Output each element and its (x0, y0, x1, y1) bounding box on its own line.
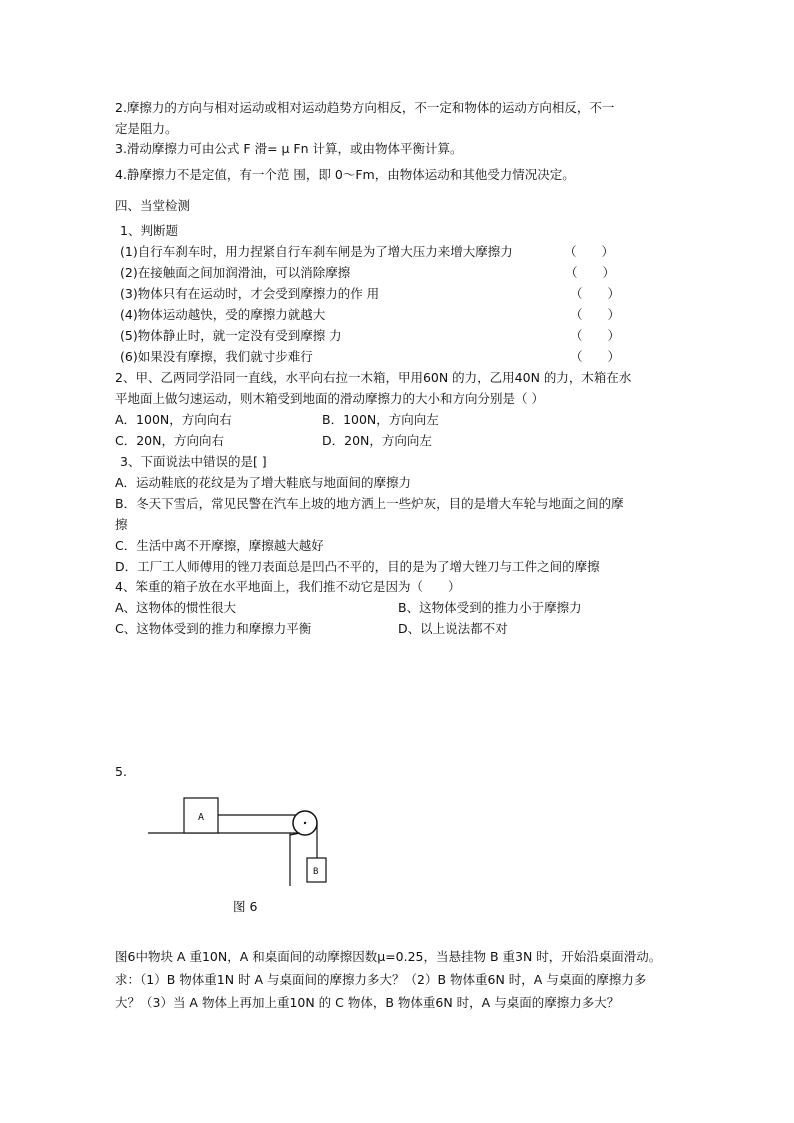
q5-number: 5. (115, 764, 127, 779)
q1-answer-blank: （ ） (564, 244, 615, 259)
q4-option-c: C、这物体受到的推力和摩擦力平衡 (115, 621, 312, 636)
q3-option-b-line2: 擦 (115, 517, 128, 532)
figure-caption: 图 6 (233, 899, 258, 914)
q1-item: (2)在接触面之间加润滑油，可以消除摩擦 (120, 265, 351, 280)
q1-item: (5)物体静止时，就一定没有受到摩擦 力 (120, 328, 342, 343)
q2-option-d: D．20N，方向向左 (322, 433, 432, 448)
note-3: 3.滑动摩擦力可由公式 F 滑= μ Fn 计算，或由物体平衡计算。 (115, 141, 463, 156)
q5-text-line1: 图6中物块 A 重10N，A 和桌面间的动摩擦因数μ=0.25，当悬挂物 B 重3N 时，开始沿桌面滑动。 (115, 949, 662, 964)
q2-line1: 2、甲、乙两同学沿同一直线，水平向右拉一木箱，甲用60N 的力，乙用40N 的力，木箱在水 (115, 370, 632, 385)
q2-option-a: A．100N，方向向右 (115, 412, 232, 427)
note-2-line1: 2.摩擦力的方向与相对运动或相对运动趋势方向相反，不一定和物体的运动方向相反，不一 (115, 100, 615, 115)
q4-option-a: A、这物体的惯性很大 (115, 600, 237, 615)
pulley-figure (140, 790, 340, 890)
q1-title: 1、判断题 (120, 223, 178, 238)
q3-option-d: D．工厂工人师傅用的锉刀表面总是凹凸不平的，目的是为了增大锉刀与工件之间的摩擦 (115, 559, 600, 574)
q1-answer-blank: （ ） (570, 328, 621, 343)
q5-text-line2: 求：（1）B 物体重1N 时 A 与桌面间的摩擦力多大？（2）B 物体重6N 时，A 与桌面的摩擦力多 (115, 972, 647, 987)
q1-answer-blank: （ ） (565, 265, 616, 280)
section-title: 四、当堂检测 (115, 198, 191, 213)
q2-line2: 平地面上做匀速运动，则木箱受到地面的滑动摩擦力的大小和方向分别是（ ） (115, 391, 544, 406)
q3-title: 3、下面说法中错误的是[ ] (120, 454, 267, 469)
q5-text-line3: 大？（3）当 A 物体上再加上重10N 的 C 物体，B 物体重6N 时，A 与桌面的摩擦力多大？ (115, 995, 620, 1010)
q3-option-b-line1: B．冬天下雪后，常见民警在汽车上坡的地方洒上一些炉灰，目的是增大车轮与地面之间的摩 (115, 496, 624, 511)
q2-option-c: C．20N，方向向右 (115, 433, 224, 448)
note-4: 4.静摩擦力不是定值，有一个范 围，即 0～Fm，由物体运动和其他受力情况决定。 (115, 167, 575, 182)
q1-item: (1)自行车刹车时，用力捏紧自行车刹车闸是为了增大压力来增大摩擦力 (120, 244, 513, 259)
q1-item: (6)如果没有摩擦，我们就寸步难行 (120, 349, 313, 364)
q1-answer-blank: （ ） (570, 286, 621, 301)
q1-item: (4)物体运动越快，受的摩擦力就越大 (120, 307, 326, 322)
block-a-label: A (198, 812, 205, 823)
q1-item: (3)物体只有在运动时，才会受到摩擦力的作 用 (120, 286, 380, 301)
q2-option-b: B．100N，方向向左 (322, 412, 439, 427)
q1-answer-blank: （ ） (570, 349, 621, 364)
block-b-label: B (313, 867, 319, 877)
q4-option-b: B、这物体受到的推力小于摩擦力 (398, 600, 582, 615)
pulley-axle (304, 822, 306, 824)
q1-answer-blank: （ ） (570, 307, 621, 322)
q4-title: 4、笨重的箱子放在水平地面上，我们推不动它是因为（ ） (115, 579, 461, 594)
note-2-line2: 定是阻力。 (115, 121, 178, 136)
q3-option-a: A．运动鞋底的花纹是为了增大鞋底与地面间的摩擦力 (115, 475, 412, 490)
q3-option-c: C．生活中离不开摩擦，摩擦越大越好 (115, 538, 324, 553)
q4-option-d: D、以上说法都不对 (398, 621, 508, 636)
